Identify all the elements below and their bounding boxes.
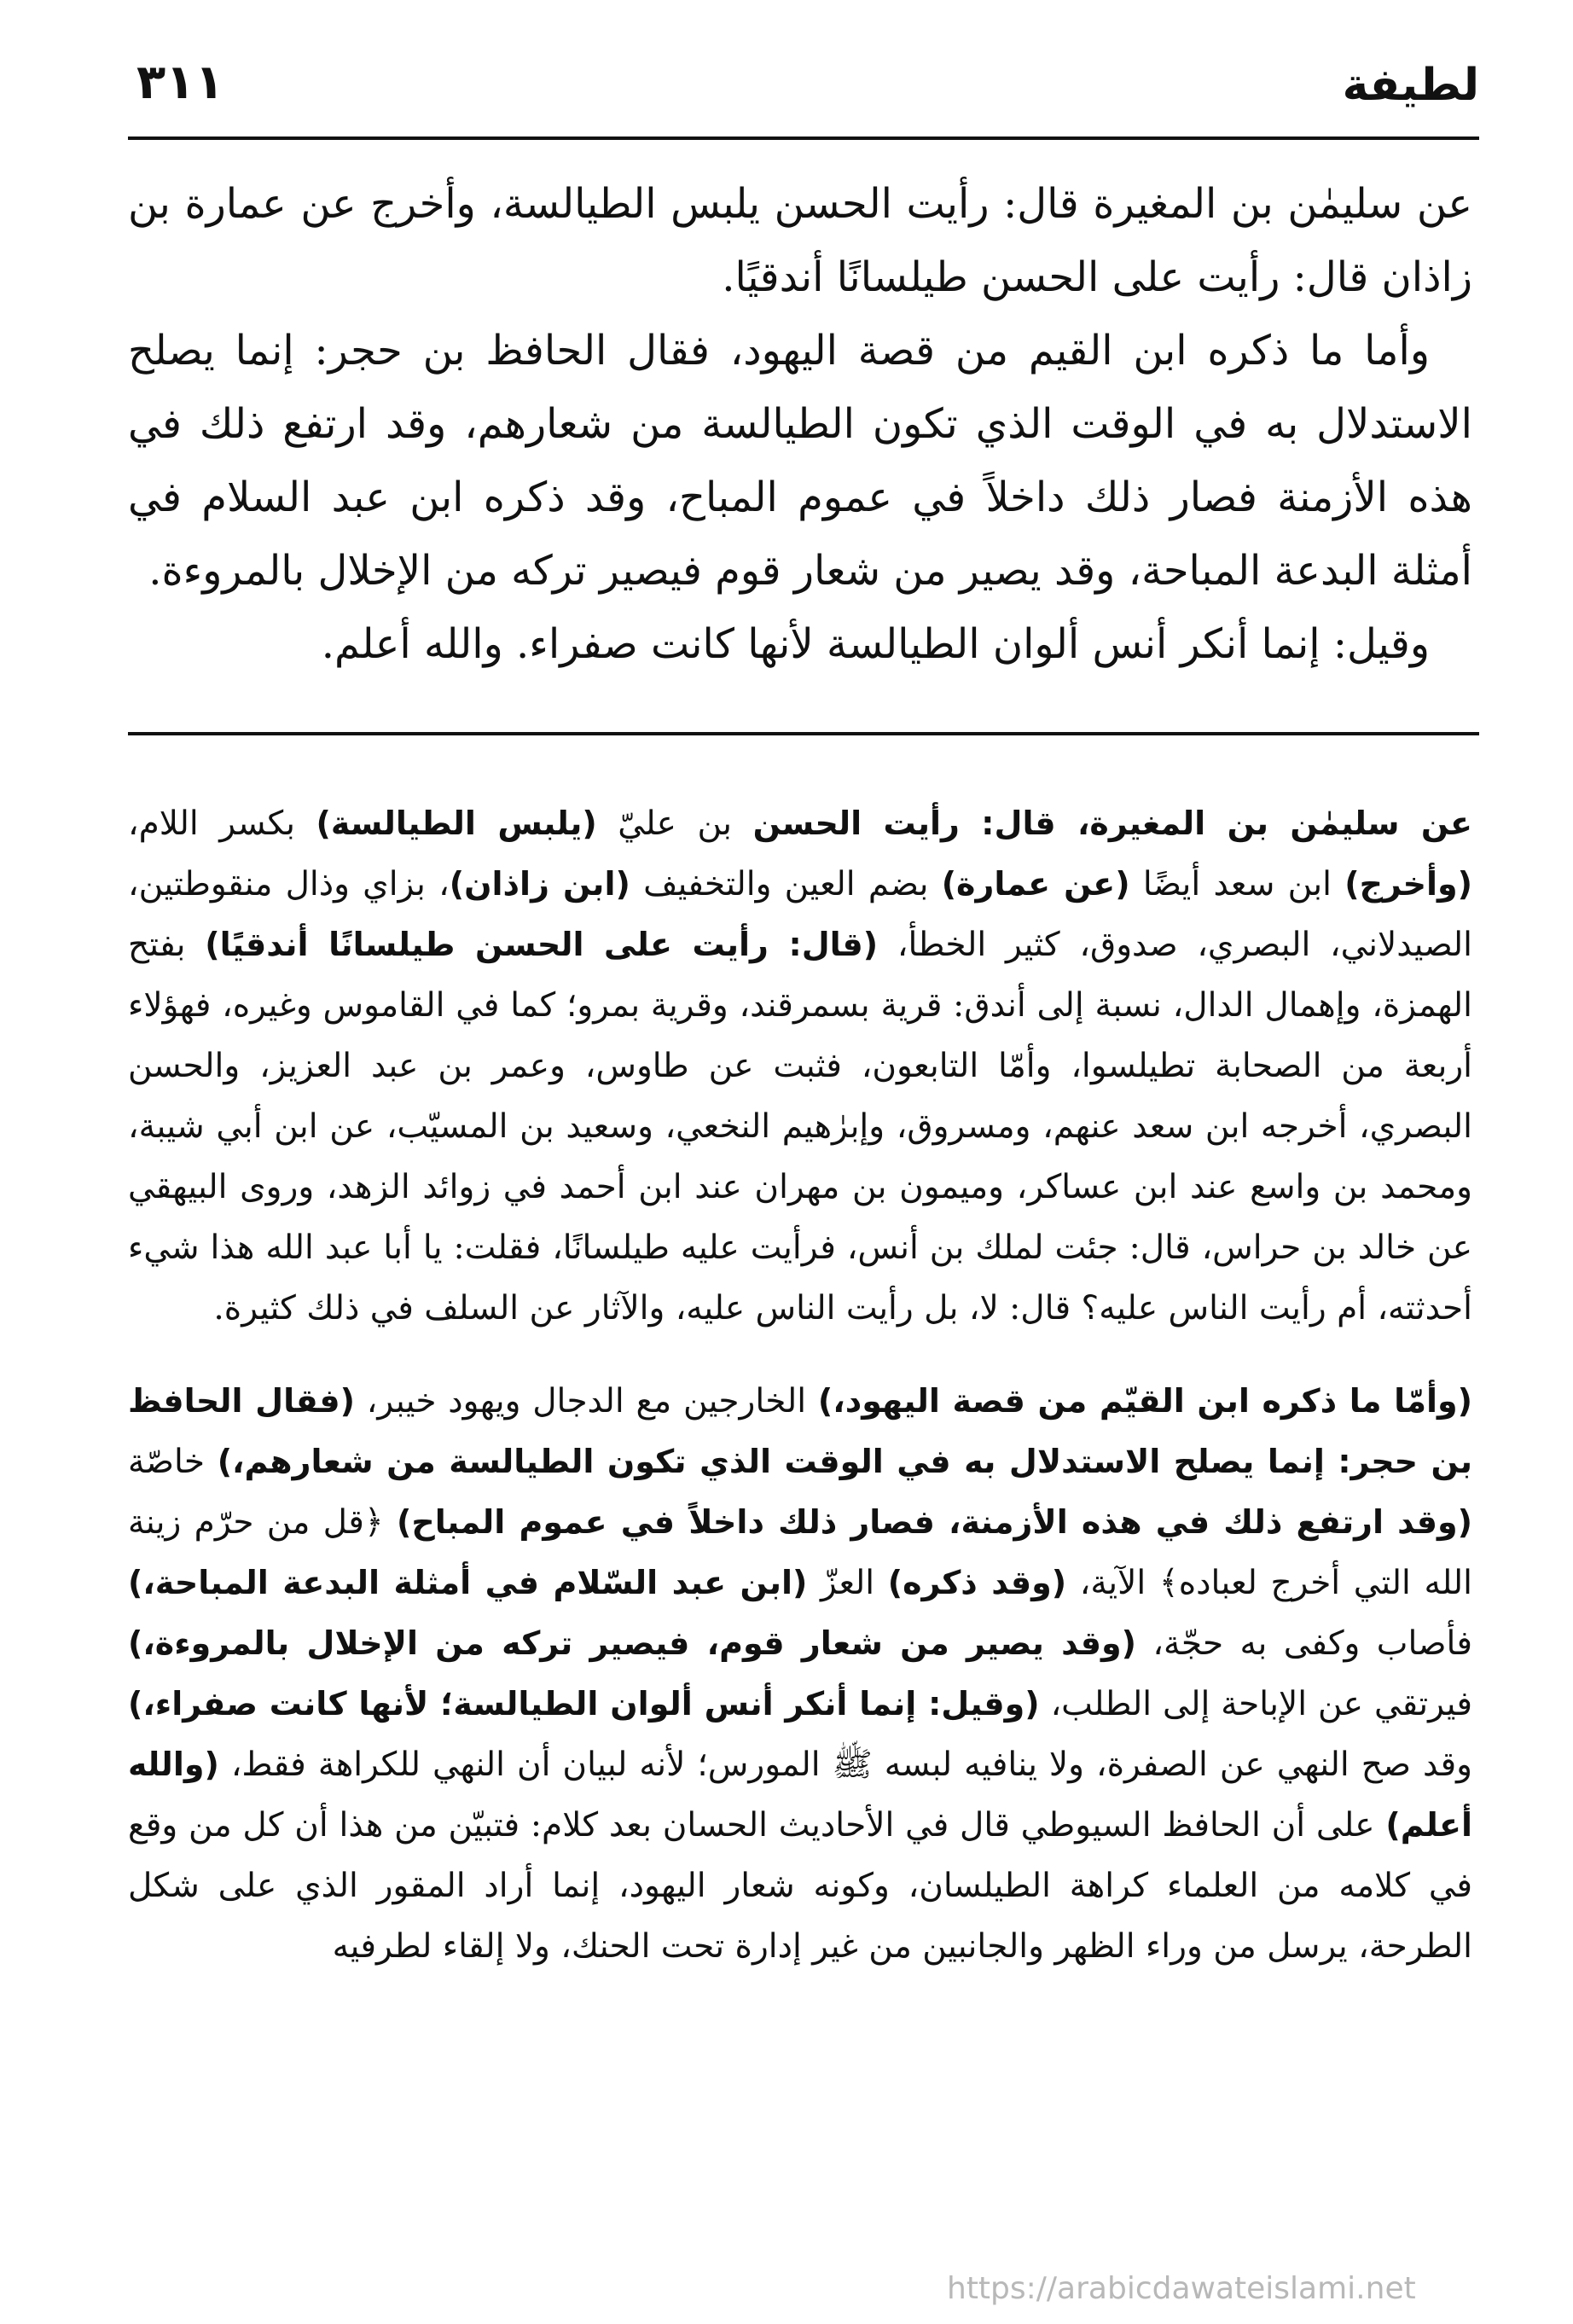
commentary-text: وقد صح النهي عن الصفرة، ولا ينافيه لبسه ﷺ المورس؛ لأنه لبيان أن النهي للكراهة فقط، — [218, 1746, 1472, 1784]
main-text-paragraph: عن سليمٰن بن المغيرة قال: رأيت الحسن يلبس الطيالسة، وأخرج عن عمارة بن زاذان قال: رأيت على الحسن طيلسانًا أندقيًا. — [128, 180, 1473, 301]
quoted-main-text: (ابن زاذان) — [449, 865, 630, 903]
commentary-text: خاصّة — [128, 1443, 218, 1481]
commentary-paragraph — [128, 1371, 1472, 1977]
running-title: لطيفة — [1342, 60, 1479, 111]
commentary-text: فيرتقي عن الإباحة إلى الطلب، — [1039, 1685, 1473, 1723]
quoted-main-text: (وقيل: إنما أنكر أنس ألوان الطيالسة؛ لأنها كانت صفراء،) — [128, 1685, 1040, 1723]
commentary-text: ﴿قل من حرّم زينة الله التي أخرج لعباده﴾ الآية، — [128, 1503, 1472, 1602]
quoted-main-text: (وأمّا ما ذكره ابن القيّم من قصة اليهود،) — [817, 1382, 1472, 1420]
commentary-text: العزّ — [807, 1564, 888, 1602]
site-watermark: https://arabicdawateislami.net — [947, 2271, 1416, 2306]
main-text — [128, 167, 1472, 710]
commentary-text: ، بزاي وذال منقوطتين، الصيدلاني، البصري، صدوق، كثير الخطأ، — [128, 865, 1472, 964]
quoted-main-text: (يلبس الطيالسة) — [316, 805, 597, 842]
quoted-main-text: (وقد ذكره) — [887, 1564, 1067, 1601]
quoted-main-text: (والله أعلم) — [128, 1746, 1472, 1844]
commentary — [128, 793, 1472, 2201]
quoted-main-text: (فقال الحافظ بن حجر: إنما يصلح الاستدلال به في الوقت الذي تكون الطيالسة من شعارهم،) — [128, 1382, 1472, 1480]
commentary-text: بكسر اللام، — [128, 805, 316, 843]
quoted-main-text: (قال: رأيت على الحسن طيلسانًا أندقيًا) — [205, 926, 879, 963]
commentary-text: ابن سعد أيضًا — [1129, 865, 1345, 903]
quoted-main-text: (وقد ارتفع ذلك في هذه الأزمنة، فصار ذلك داخلاً في عموم المباح) — [397, 1503, 1472, 1541]
quoted-main-text: (وقد يصير من شعار قوم، فيصير تركه من الإخلال بالمروءة،) — [128, 1624, 1136, 1662]
commentary-text: على أن الحافظ السيوطي قال في الأحاديث الحسان بعد كلام: فتبيّن من هذا أن كل من وقع في كلامه من العلماء كراهة الطيلسان، وكونه شعار اليهود، إنما أراد المقور الذي على شكل الطرحة، يرسل من وراء الظهر والجانبين من غير إدارة تحت الحنك، ولا إلقاء لطرفيه — [128, 1806, 1472, 1966]
quoted-main-text: (وأخرج) — [1344, 865, 1473, 903]
commentary-paragraph — [128, 793, 1472, 1339]
main-text-paragraph: وأما ما ذكره ابن القيم من قصة اليهود، فقال الحافظ بن حجر: إنما يصلح الاستدلال به في الوقت الذي تكون الطيالسة من شعارهم، وقد ارتفع ذلك في هذه الأزمنة فصار ذلك داخلاً في عموم المباح، وقد ذكره ابن عبد السلام في أمثلة البدعة المباحة، وقد يصير من شعار قوم فيصير تركه من الإخلال بالمروءة. — [128, 327, 1472, 595]
quoted-main-text: (ابن عبد السّلام في أمثلة البدعة المباحة،) — [128, 1564, 808, 1601]
header-divider — [128, 137, 1479, 140]
page-number: ٣١١ — [136, 55, 224, 110]
commentary-text: الخارجين مع الدجال ويهود خيبر، — [354, 1382, 818, 1421]
quoted-main-text: عن سليمٰن بن المغيرة، قال: رأيت الحسن — [752, 805, 1473, 842]
commentary-text: بن عليّ — [596, 805, 753, 843]
quoted-main-text: (عن عمارة) — [941, 865, 1130, 903]
main-text-paragraph: وقيل: إنما أنكر أنس ألوان الطيالسة لأنها كانت صفراء. والله أعلم. — [321, 620, 1430, 668]
commentary-text: فأصاب وكفى به حجّة، — [1135, 1624, 1472, 1663]
commentary-text: بفتح الهمزة، وإهمال الدال، نسبة إلى أندق: قرية بسمرقند، وقرية بمرو؛ كما في القاموس وغيره، فهؤلاء أربعة من الصحابة تطيلسوا، وأمّا التابعون، فثبت عن طاوس، وعمر بن عبد العزيز، والحسن البصري، أخرجه ابن سعد عنهم، ومسروق، وإبرٰهيم النخعي، وسعيد بن المسيّب، عن ابن أبي شيبة، ومحمد بن واسع عند ابن عساكر، وميمون بن مهران عند ابن أحمد في زوائد الزهد، وروى البيهقي عن خالد بن حراس، قال: جئت لملك بن أنس، فرأيت عليه طيلسانًا، فقلت: يا أبا عبد الله هذا شيء أحدثته، أم رأيت الناس عليه؟ قال: لا، بل رأيت الناس عليه، والآثار عن السلف في ذلك كثيرة. — [128, 926, 1472, 1328]
commentary-text: بضم العين والتخفيف — [630, 865, 942, 903]
section-divider — [128, 732, 1479, 735]
page-header — [128, 53, 1479, 138]
